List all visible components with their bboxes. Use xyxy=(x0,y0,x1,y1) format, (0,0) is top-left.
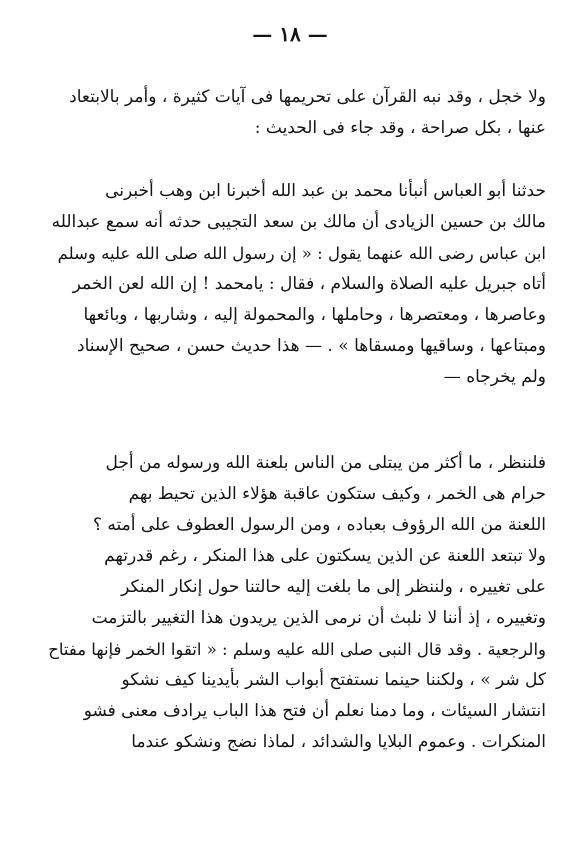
text-line: فلننظر ، ما أكثر من يبتلى من الناس بلعنة الله ورسوله من أجل xyxy=(105,453,546,473)
text-line: وتغييره ، إذ أننا لا نلبث أن نرمى الذين يريدون هذا التغيير بالتزمت xyxy=(91,608,546,628)
text-line: انتشار السيئات ، وما دمنا نعلم أن فتح هذا الباب يرادف معنى فشو xyxy=(83,701,546,721)
text-line: ولم يخرجاه — xyxy=(443,367,546,387)
text-line: على تغييره ، ولننظر إلى ما بلغت إليه حالتنا حول إنكار المنكر xyxy=(121,577,546,597)
text-line: ابن عباس رضى الله عنهما يقول : « إن رسول الله صلى الله عليه وسلم xyxy=(57,244,546,263)
text-line: حدثنا أبو العباس أنبأنا محمد بن عبد الله أخبرنا ابن وهب أخبرنى xyxy=(105,181,546,201)
text-line: كل شر » ، ولكننا حينما نستفتح أبواب الشر بأيدينا كيف نشكو xyxy=(121,670,546,690)
text-line: مالك بن حسين الزيادى أن مالك بن سعد التجيبى حدثه أنه سمع عبدالله xyxy=(51,212,546,232)
text-line: عنها ، بكل صراحة ، وقد جاء فى الحديث : xyxy=(254,118,546,138)
paragraph-commentary xyxy=(46,448,546,758)
page-number: — ١٨ — xyxy=(252,22,328,46)
text-line: والرجعية . وقد قال النبى صلى الله عليه وسلم : « اتقوا الخمر فإنها مفتاح xyxy=(48,640,546,659)
text-line: حرام هى الخمر ، وكيف ستكون عاقبة هؤلاء الذين تحيط بهم xyxy=(128,484,546,504)
text-line: ولا تبتعد اللعنة عن الذين يسكتون على هذا المنكر ، رغم قدرتهم xyxy=(104,546,546,566)
paragraph-intro xyxy=(46,82,546,144)
text-line: المنكرات . وعموم البلايا والشدائد ، لماذا نضج ونشكو عندما xyxy=(131,732,546,752)
text-line: أتاه جبريل عليه الصلاة والسلام ، فقال : يامحمد ! إن الله لعن الخمر xyxy=(72,274,546,294)
text-line: وعاصرها ، ومعتصرها ، وحاملها ، والمحمولة إليه ، وشاربها ، وبائعها xyxy=(83,305,546,325)
paragraph-hadith xyxy=(46,176,546,393)
text-line: ومبتاعها ، وساقيها ومسقاها » . — هذا حديث حسن ، صحيح الإسناد xyxy=(77,336,546,356)
text-line: ولا خجل ، وقد نبه القرآن على تحريمها فى آيات كثيرة ، وأمر بالابتعاد xyxy=(69,87,546,107)
text-line: اللعنة من الله الرؤوف بعباده ، ومن الرسول العطوف على أمته ؟ xyxy=(92,515,546,535)
